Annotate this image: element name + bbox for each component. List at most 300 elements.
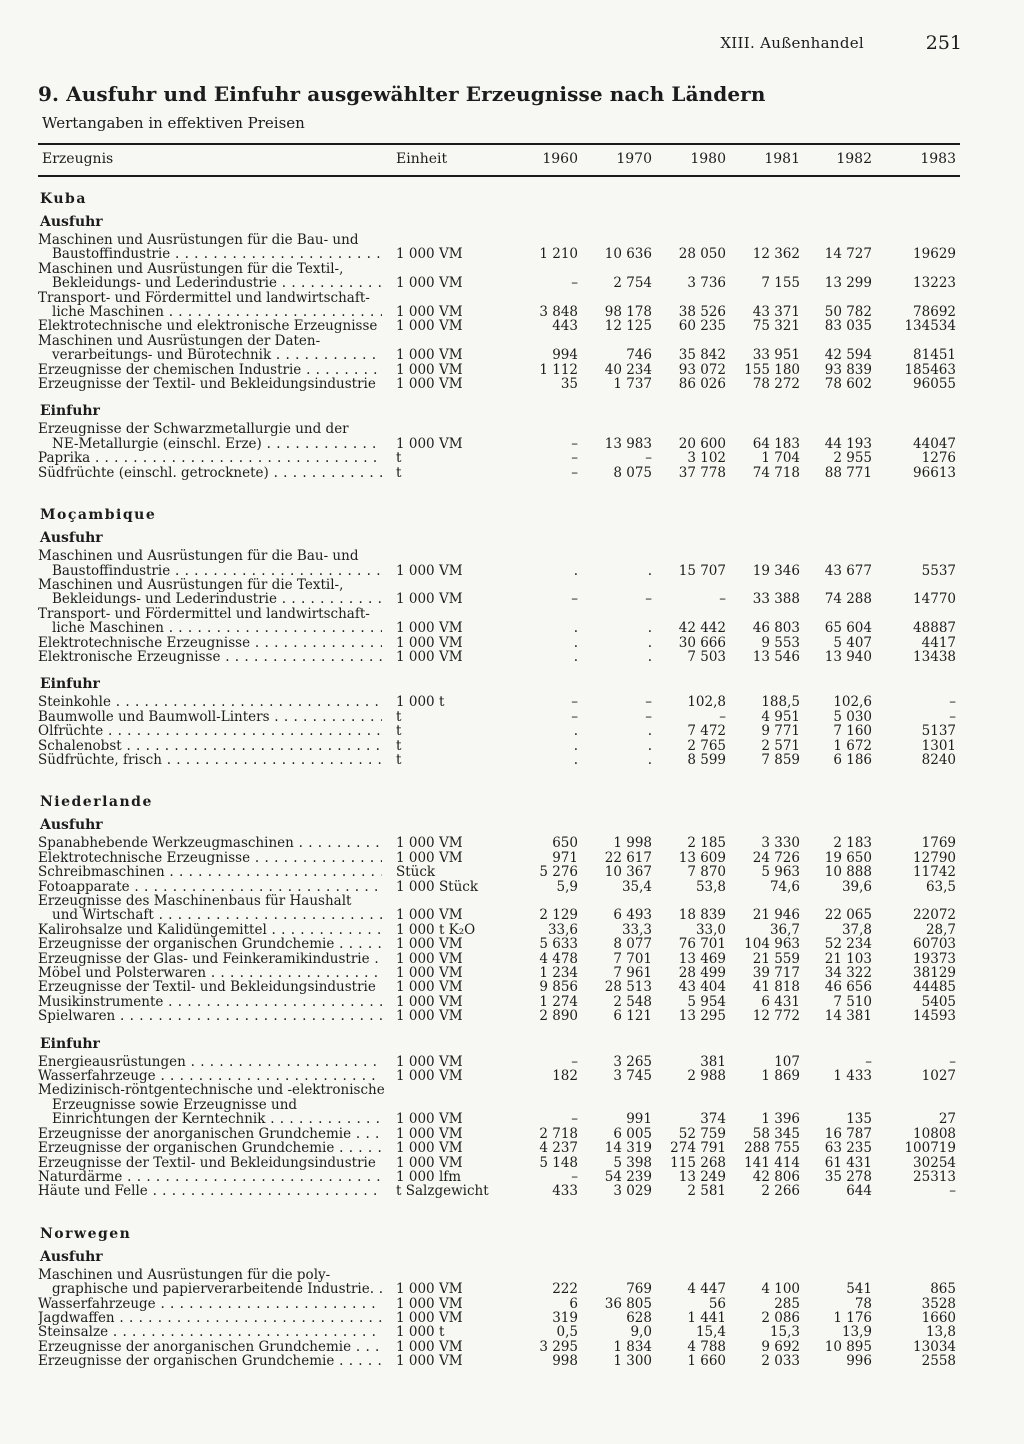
table-row xyxy=(38,695,960,709)
table-subtitle: Wertangaben in effektiven Preisen xyxy=(42,114,305,132)
product-name xyxy=(38,1082,385,1127)
unit-cell: 1 000 VM xyxy=(396,1125,463,1142)
product-name-line: Einrichtungen der Kerntechnik . . . xyxy=(38,1112,382,1126)
value-1960: 5 148 xyxy=(539,1154,578,1171)
value-1982: 996 xyxy=(846,1353,872,1370)
section-gap xyxy=(38,767,960,789)
product-name-line: Erzeugnisse der Textil- und Bekleidungsindustrie . . . xyxy=(38,980,382,994)
unit-cell: 1 000 VM xyxy=(396,648,463,665)
unit-cell: 1 000 VM xyxy=(396,1338,463,1355)
section-gap xyxy=(38,391,960,401)
value-1981: 288 755 xyxy=(744,1140,800,1157)
product-name xyxy=(38,607,382,636)
product-name xyxy=(38,1156,382,1170)
product-name-line: Erzeugnisse der organischen Grundchemie . . . xyxy=(38,1141,382,1155)
product-name-line: Maschinen und Ausrüstungen für die poly- xyxy=(38,1266,331,1283)
value-1981: 9 771 xyxy=(761,723,800,740)
value-1983: 38129 xyxy=(913,965,956,982)
value-1981: 4 100 xyxy=(761,1281,800,1298)
value-1983: – xyxy=(949,708,956,725)
value-1970: 13 983 xyxy=(604,435,652,452)
value-1960: . xyxy=(573,737,578,754)
table-row xyxy=(38,1069,960,1083)
value-1980: 15 707 xyxy=(678,562,726,579)
table-row xyxy=(38,980,960,994)
product-name-line: liche Maschinen . . . xyxy=(38,305,382,319)
unit-cell: 1 000 VM xyxy=(396,1053,463,1070)
value-1982: 74 288 xyxy=(824,591,872,608)
product-name-line: Energieausrüstungen . . . xyxy=(38,1055,382,1069)
value-1970: . xyxy=(647,737,652,754)
value-1983: 8240 xyxy=(921,751,956,768)
value-1981: 7 155 xyxy=(761,275,800,292)
table-row xyxy=(38,880,960,894)
product-name xyxy=(38,1325,382,1339)
value-1970: 746 xyxy=(626,347,652,364)
table-row xyxy=(38,363,960,377)
table-row xyxy=(38,334,960,363)
value-1970: – xyxy=(645,708,652,725)
product-name xyxy=(38,291,382,320)
product-name-line: Maschinen und Ausrüstungen der Daten- xyxy=(38,332,321,349)
value-1981: 5 963 xyxy=(761,864,800,881)
value-1980: 7 870 xyxy=(687,864,726,881)
table-row xyxy=(38,650,960,664)
header-rule xyxy=(38,175,960,177)
value-1982: 10 888 xyxy=(824,864,872,881)
value-1970: 3 029 xyxy=(613,1183,652,1200)
unit-cell: 1 000 VM xyxy=(396,562,463,579)
table-row xyxy=(38,836,960,850)
value-1960: 222 xyxy=(552,1281,578,1298)
product-name-line: graphische und papierverarbeitende Industrie. . . . xyxy=(38,1282,382,1296)
product-name xyxy=(38,952,382,966)
value-1970: 6 493 xyxy=(613,907,652,924)
value-1982: 61 431 xyxy=(824,1154,872,1171)
value-1983: 44047 xyxy=(913,435,956,452)
product-name xyxy=(38,1184,382,1198)
product-name-line: Elektronische Erzeugnisse . . . xyxy=(38,650,382,664)
value-1983: 5405 xyxy=(921,993,956,1010)
value-1960: 4 237 xyxy=(539,1140,578,1157)
product-name xyxy=(38,650,382,664)
table-row xyxy=(38,1083,960,1126)
product-name-line: Erzeugnisse sowie Erzeugnisse und xyxy=(52,1096,298,1113)
value-1981: 12 362 xyxy=(752,246,800,263)
value-1960: – xyxy=(571,591,578,608)
value-1981: 75 321 xyxy=(752,318,800,335)
running-header xyxy=(40,34,964,56)
product-name-line: Wasserfahrzeuge . . . xyxy=(38,1069,382,1083)
value-1980: 1 660 xyxy=(687,1353,726,1370)
unit-cell: 1 000 t xyxy=(396,694,445,711)
value-1960: . xyxy=(573,620,578,637)
value-1960: . xyxy=(573,751,578,768)
top-rule xyxy=(38,143,960,145)
value-1981: 21 946 xyxy=(752,907,800,924)
unit-cell: t xyxy=(396,708,402,725)
value-1983: 48887 xyxy=(913,620,956,637)
product-name-line: Baustoffindustrie . . . xyxy=(38,564,382,578)
product-name-line: Maschinen und Ausrüstungen für die Bau- und xyxy=(38,232,359,248)
product-name-line: Erzeugnisse der organischen Grundchemie . . . xyxy=(38,937,382,951)
value-1982: 44 193 xyxy=(824,435,872,452)
product-name-line: Naturdärme . . . xyxy=(38,1170,382,1184)
value-1982: 34 322 xyxy=(824,965,872,982)
unit-cell: t xyxy=(396,751,402,768)
value-1980: 28 499 xyxy=(678,965,726,982)
col-year-1980: 1980 xyxy=(690,151,726,167)
value-1960: 319 xyxy=(552,1309,578,1326)
value-1980: 7 472 xyxy=(687,723,726,740)
product-name xyxy=(38,937,382,951)
table-row xyxy=(38,578,960,607)
value-1983: 1027 xyxy=(921,1068,956,1085)
product-name xyxy=(38,1340,382,1354)
value-1982: 14 727 xyxy=(824,246,872,263)
value-1960: 3 848 xyxy=(539,304,578,321)
value-1960: 3 295 xyxy=(539,1338,578,1355)
value-1970: 1 737 xyxy=(613,376,652,393)
product-name-line: Bekleidungs- und Lederindustrie . . . xyxy=(38,592,382,606)
value-1960: 650 xyxy=(552,835,578,852)
value-1983: 14770 xyxy=(913,591,956,608)
product-name xyxy=(38,1354,382,1368)
value-1983: 11742 xyxy=(913,864,956,881)
value-1960: 35 xyxy=(560,376,578,393)
value-1983: – xyxy=(949,1183,956,1200)
value-1983: 13034 xyxy=(913,1338,956,1355)
value-1981: 2 571 xyxy=(761,737,800,754)
product-name-line: Schalenobst . . . xyxy=(38,739,382,753)
value-1970: 10 636 xyxy=(604,246,652,263)
value-1982: 78 xyxy=(854,1295,872,1312)
table-row xyxy=(38,966,960,980)
value-1960: 182 xyxy=(552,1068,578,1085)
value-1980: 38 526 xyxy=(678,304,726,321)
product-name xyxy=(38,724,382,738)
value-1960: 1 274 xyxy=(539,993,578,1010)
unit-cell: 1 000 VM xyxy=(396,950,463,967)
value-1970: 3 265 xyxy=(613,1053,652,1070)
unit-cell: 1 000 t xyxy=(396,1324,445,1341)
product-name-line: Baumwolle und Baumwoll-Linters . . . xyxy=(38,710,382,724)
value-1970: 1 834 xyxy=(613,1338,652,1355)
value-1980: 37 778 xyxy=(678,464,726,481)
table-row xyxy=(38,233,960,262)
product-name-line: und Wirtschaft . . . xyxy=(38,908,382,922)
value-1980: 374 xyxy=(700,1111,726,1128)
value-1970: – xyxy=(645,591,652,608)
unit-cell: t Salzgewicht xyxy=(396,1183,489,1200)
unit-cell: t xyxy=(396,737,402,754)
value-1970: . xyxy=(647,634,652,651)
value-1982: 541 xyxy=(846,1281,872,1298)
value-1960: – xyxy=(571,1053,578,1070)
section-gap xyxy=(38,664,960,674)
value-1982: 644 xyxy=(846,1183,872,1200)
value-1960: – xyxy=(571,450,578,467)
value-1982: – xyxy=(865,1053,872,1070)
value-1982: 2 955 xyxy=(833,450,872,467)
table-row xyxy=(38,607,960,636)
value-1981: 12 772 xyxy=(752,1008,800,1025)
value-1960: . xyxy=(573,648,578,665)
value-1983: 2558 xyxy=(921,1353,956,1370)
value-1983: 5137 xyxy=(921,723,956,740)
product-name-line: liche Maschinen . . . xyxy=(38,621,382,635)
value-1983: 78692 xyxy=(913,304,956,321)
value-1960: 971 xyxy=(552,849,578,866)
product-name xyxy=(38,851,382,865)
flow-heading-einfuhr: Einfuhr xyxy=(40,1035,100,1052)
value-1970: 6 005 xyxy=(613,1125,652,1142)
value-1980: 35 842 xyxy=(678,347,726,364)
value-1980: 13 295 xyxy=(678,1008,726,1025)
value-1970: 2 548 xyxy=(613,993,652,1010)
table-row xyxy=(38,1009,960,1023)
value-1970: 40 234 xyxy=(604,361,652,378)
table-row xyxy=(38,923,960,937)
product-name-line: Elektrotechnische Erzeugnisse . . . xyxy=(38,636,382,650)
value-1980: 4 788 xyxy=(687,1338,726,1355)
value-1983: 19373 xyxy=(913,950,956,967)
unit-cell: 1 000 VM xyxy=(396,318,463,335)
product-name-line: Möbel und Polsterwaren . . . xyxy=(38,966,382,980)
product-name-line: Wasserfahrzeuge . . . xyxy=(38,1297,382,1311)
value-1981: 15,3 xyxy=(769,1324,800,1341)
value-1980: 3 102 xyxy=(687,450,726,467)
value-1981: 78 272 xyxy=(752,376,800,393)
value-1983: 30254 xyxy=(913,1154,956,1171)
col-year-1960: 1960 xyxy=(542,151,578,167)
unit-cell: 1 000 VM xyxy=(396,835,463,852)
product-name-line: Kalirohsalze und Kalidüngemittel . . . xyxy=(38,923,382,937)
product-name-line: Paprika . . . xyxy=(38,451,382,465)
value-1980: 33,0 xyxy=(695,921,726,938)
value-1970: 54 239 xyxy=(604,1168,652,1185)
product-name xyxy=(38,262,382,291)
product-name xyxy=(38,1170,382,1184)
value-1970: 35,4 xyxy=(621,878,652,895)
unit-cell: 1 000 VM xyxy=(396,965,463,982)
value-1970: 5 398 xyxy=(613,1154,652,1171)
product-name xyxy=(38,1127,382,1141)
value-1980: 28 050 xyxy=(678,246,726,263)
table-row xyxy=(38,937,960,951)
product-name-line: Steinkohle . . . xyxy=(38,695,382,709)
unit-cell: 1 000 VM xyxy=(396,979,463,996)
value-1960: 9 856 xyxy=(539,979,578,996)
product-name-line: Elektrotechnische und elektronische Erzeugnisse . . . xyxy=(38,319,382,333)
value-1980: 1 441 xyxy=(687,1309,726,1326)
value-1982: 135 xyxy=(846,1111,872,1128)
value-1983: – xyxy=(949,694,956,711)
value-1983: 44485 xyxy=(913,979,956,996)
unit-cell: 1 000 VM xyxy=(396,936,463,953)
unit-cell: 1 000 Stück xyxy=(396,878,479,895)
table-row xyxy=(38,865,960,879)
value-1960: 1 234 xyxy=(539,965,578,982)
country-heading-norwegen: Norwegen xyxy=(40,1225,132,1242)
value-1960: . xyxy=(573,634,578,651)
product-name-line: Maschinen und Ausrüstungen für die Bau- und xyxy=(38,548,359,565)
value-1970: 7 961 xyxy=(613,965,652,982)
value-1982: 63 235 xyxy=(824,1140,872,1157)
value-1970: 8 077 xyxy=(613,936,652,953)
value-1981: 74 718 xyxy=(752,464,800,481)
flow-heading-ausfuhr: Ausfuhr xyxy=(40,530,103,547)
value-1982: 37,8 xyxy=(841,921,872,938)
value-1981: 36,7 xyxy=(769,921,800,938)
value-1960: – xyxy=(571,464,578,481)
value-1960: 2 129 xyxy=(539,907,578,924)
value-1960: 5 276 xyxy=(539,864,578,881)
product-name xyxy=(38,894,382,923)
unit-cell: 1 000 t K₂O xyxy=(396,921,476,938)
product-name-line: Medizinisch-röntgentechnische und -elektronische xyxy=(38,1082,385,1099)
value-1982: 1 433 xyxy=(833,1068,872,1085)
country-heading-niederlande: Niederlande xyxy=(40,794,153,811)
table-row xyxy=(38,319,960,333)
value-1982: 5 407 xyxy=(833,634,872,651)
product-name xyxy=(38,880,382,894)
product-name xyxy=(38,451,382,465)
value-1983: 865 xyxy=(930,1281,956,1298)
value-1980: 2 185 xyxy=(687,835,726,852)
product-name xyxy=(38,995,382,1009)
product-name xyxy=(38,980,382,994)
product-name-line: Häute und Felle . . . xyxy=(38,1184,382,1198)
table-row xyxy=(38,952,960,966)
value-1960: – xyxy=(571,694,578,711)
value-1980: 76 701 xyxy=(678,936,726,953)
value-1981: 107 xyxy=(774,1053,800,1070)
product-name-line: Erzeugnisse der Textil- und Bekleidungsindustrie . . . xyxy=(38,377,382,391)
value-1981: 1 869 xyxy=(761,1068,800,1085)
value-1983: 134534 xyxy=(904,318,956,335)
value-1982: 7 160 xyxy=(833,723,872,740)
unit-cell: 1 000 VM xyxy=(396,435,463,452)
value-1970: 22 617 xyxy=(604,849,652,866)
value-1982: 13 940 xyxy=(824,648,872,665)
value-1960: . xyxy=(573,562,578,579)
product-name-line: Maschinen und Ausrüstungen für die Textil-, xyxy=(38,576,344,593)
value-1981: 13 546 xyxy=(752,648,800,665)
value-1982: 65 604 xyxy=(824,620,872,637)
value-1970: 6 121 xyxy=(613,1008,652,1025)
value-1982: 7 510 xyxy=(833,993,872,1010)
value-1960: – xyxy=(571,275,578,292)
value-1983: 10808 xyxy=(913,1125,956,1142)
product-name-line: Erzeugnisse der Schwarzmetallurgie und der xyxy=(38,421,349,438)
value-1983: 25313 xyxy=(913,1168,956,1185)
value-1980: 43 404 xyxy=(678,979,726,996)
value-1970: 991 xyxy=(626,1111,652,1128)
value-1981: 285 xyxy=(774,1295,800,1312)
product-name xyxy=(38,549,382,578)
table-row xyxy=(38,1311,960,1325)
product-name-line: Erzeugnisse der Glas- und Feinkeramikindustrie . . . xyxy=(38,952,382,966)
value-1970: 33,3 xyxy=(621,921,652,938)
value-1981: 9 553 xyxy=(761,634,800,651)
product-name-line: Elektrotechnische Erzeugnisse . . . xyxy=(38,851,382,865)
value-1960: 6 xyxy=(569,1295,578,1312)
unit-cell: 1 000 VM xyxy=(396,361,463,378)
value-1960: 33,6 xyxy=(547,921,578,938)
table-row xyxy=(38,291,960,320)
product-name-line: Transport- und Fördermittel und landwirtschaft- xyxy=(38,289,370,306)
product-name xyxy=(38,422,382,451)
product-name-line: Erzeugnisse der anorganischen Grundchemie . . . xyxy=(38,1340,382,1354)
product-name-line: Schreibmaschinen . . . xyxy=(38,865,382,879)
value-1983: 63,5 xyxy=(925,878,956,895)
table-row xyxy=(38,1156,960,1170)
value-1982: 5 030 xyxy=(833,708,872,725)
product-name-line: Fotoapparate . . . xyxy=(38,880,382,894)
value-1983: 1301 xyxy=(921,737,956,754)
table-row xyxy=(38,451,960,465)
col-product: Erzeugnis xyxy=(42,151,114,167)
section-gap xyxy=(38,480,960,502)
value-1980: 4 447 xyxy=(687,1281,726,1298)
table-row xyxy=(38,1340,960,1354)
unit-cell: 1 000 VM xyxy=(396,1140,463,1157)
unit-cell: Stück xyxy=(396,864,436,881)
value-1982: 39,6 xyxy=(841,878,872,895)
value-1982: 102,6 xyxy=(833,694,872,711)
product-name xyxy=(38,710,382,724)
value-1981: 21 559 xyxy=(752,950,800,967)
value-1980: 86 026 xyxy=(678,376,726,393)
value-1970: 1 300 xyxy=(613,1353,652,1370)
value-1981: 33 951 xyxy=(752,347,800,364)
value-1982: 13,9 xyxy=(841,1324,872,1341)
unit-cell: 1 000 VM xyxy=(396,634,463,651)
product-name-line: Spanabhebende Werkzeugmaschinen . . . xyxy=(38,836,382,850)
value-1960: 2 718 xyxy=(539,1125,578,1142)
value-1983: 19629 xyxy=(913,246,956,263)
value-1980: 13 609 xyxy=(678,849,726,866)
product-name xyxy=(38,363,382,377)
value-1981: 9 692 xyxy=(761,1338,800,1355)
product-name xyxy=(38,1297,382,1311)
value-1982: 35 278 xyxy=(824,1168,872,1185)
product-name xyxy=(38,865,382,879)
unit-cell: 1 000 VM xyxy=(396,849,463,866)
product-name xyxy=(38,753,382,767)
value-1970: . xyxy=(647,648,652,665)
product-name-line: Transport- und Fördermittel und landwirtschaft- xyxy=(38,605,370,622)
value-1981: 24 726 xyxy=(752,849,800,866)
product-name-line: Südfrüchte (einschl. getrocknete) . . . xyxy=(38,466,382,480)
value-1980: 3 736 xyxy=(687,275,726,292)
value-1981: 1 704 xyxy=(761,450,800,467)
section-title: XIII. Außenhandel xyxy=(720,34,864,52)
value-1982: 14 381 xyxy=(824,1008,872,1025)
table-row xyxy=(38,636,960,650)
product-name xyxy=(38,377,382,391)
value-1980: 8 599 xyxy=(687,751,726,768)
unit-cell: 1 000 VM xyxy=(396,907,463,924)
product-name xyxy=(38,1009,382,1023)
value-1980: 53,8 xyxy=(695,878,726,895)
value-1970: 14 319 xyxy=(604,1140,652,1157)
table-row xyxy=(38,1297,960,1311)
table-row xyxy=(38,710,960,724)
table-row xyxy=(38,549,960,578)
flow-heading-einfuhr: Einfuhr xyxy=(40,403,100,420)
